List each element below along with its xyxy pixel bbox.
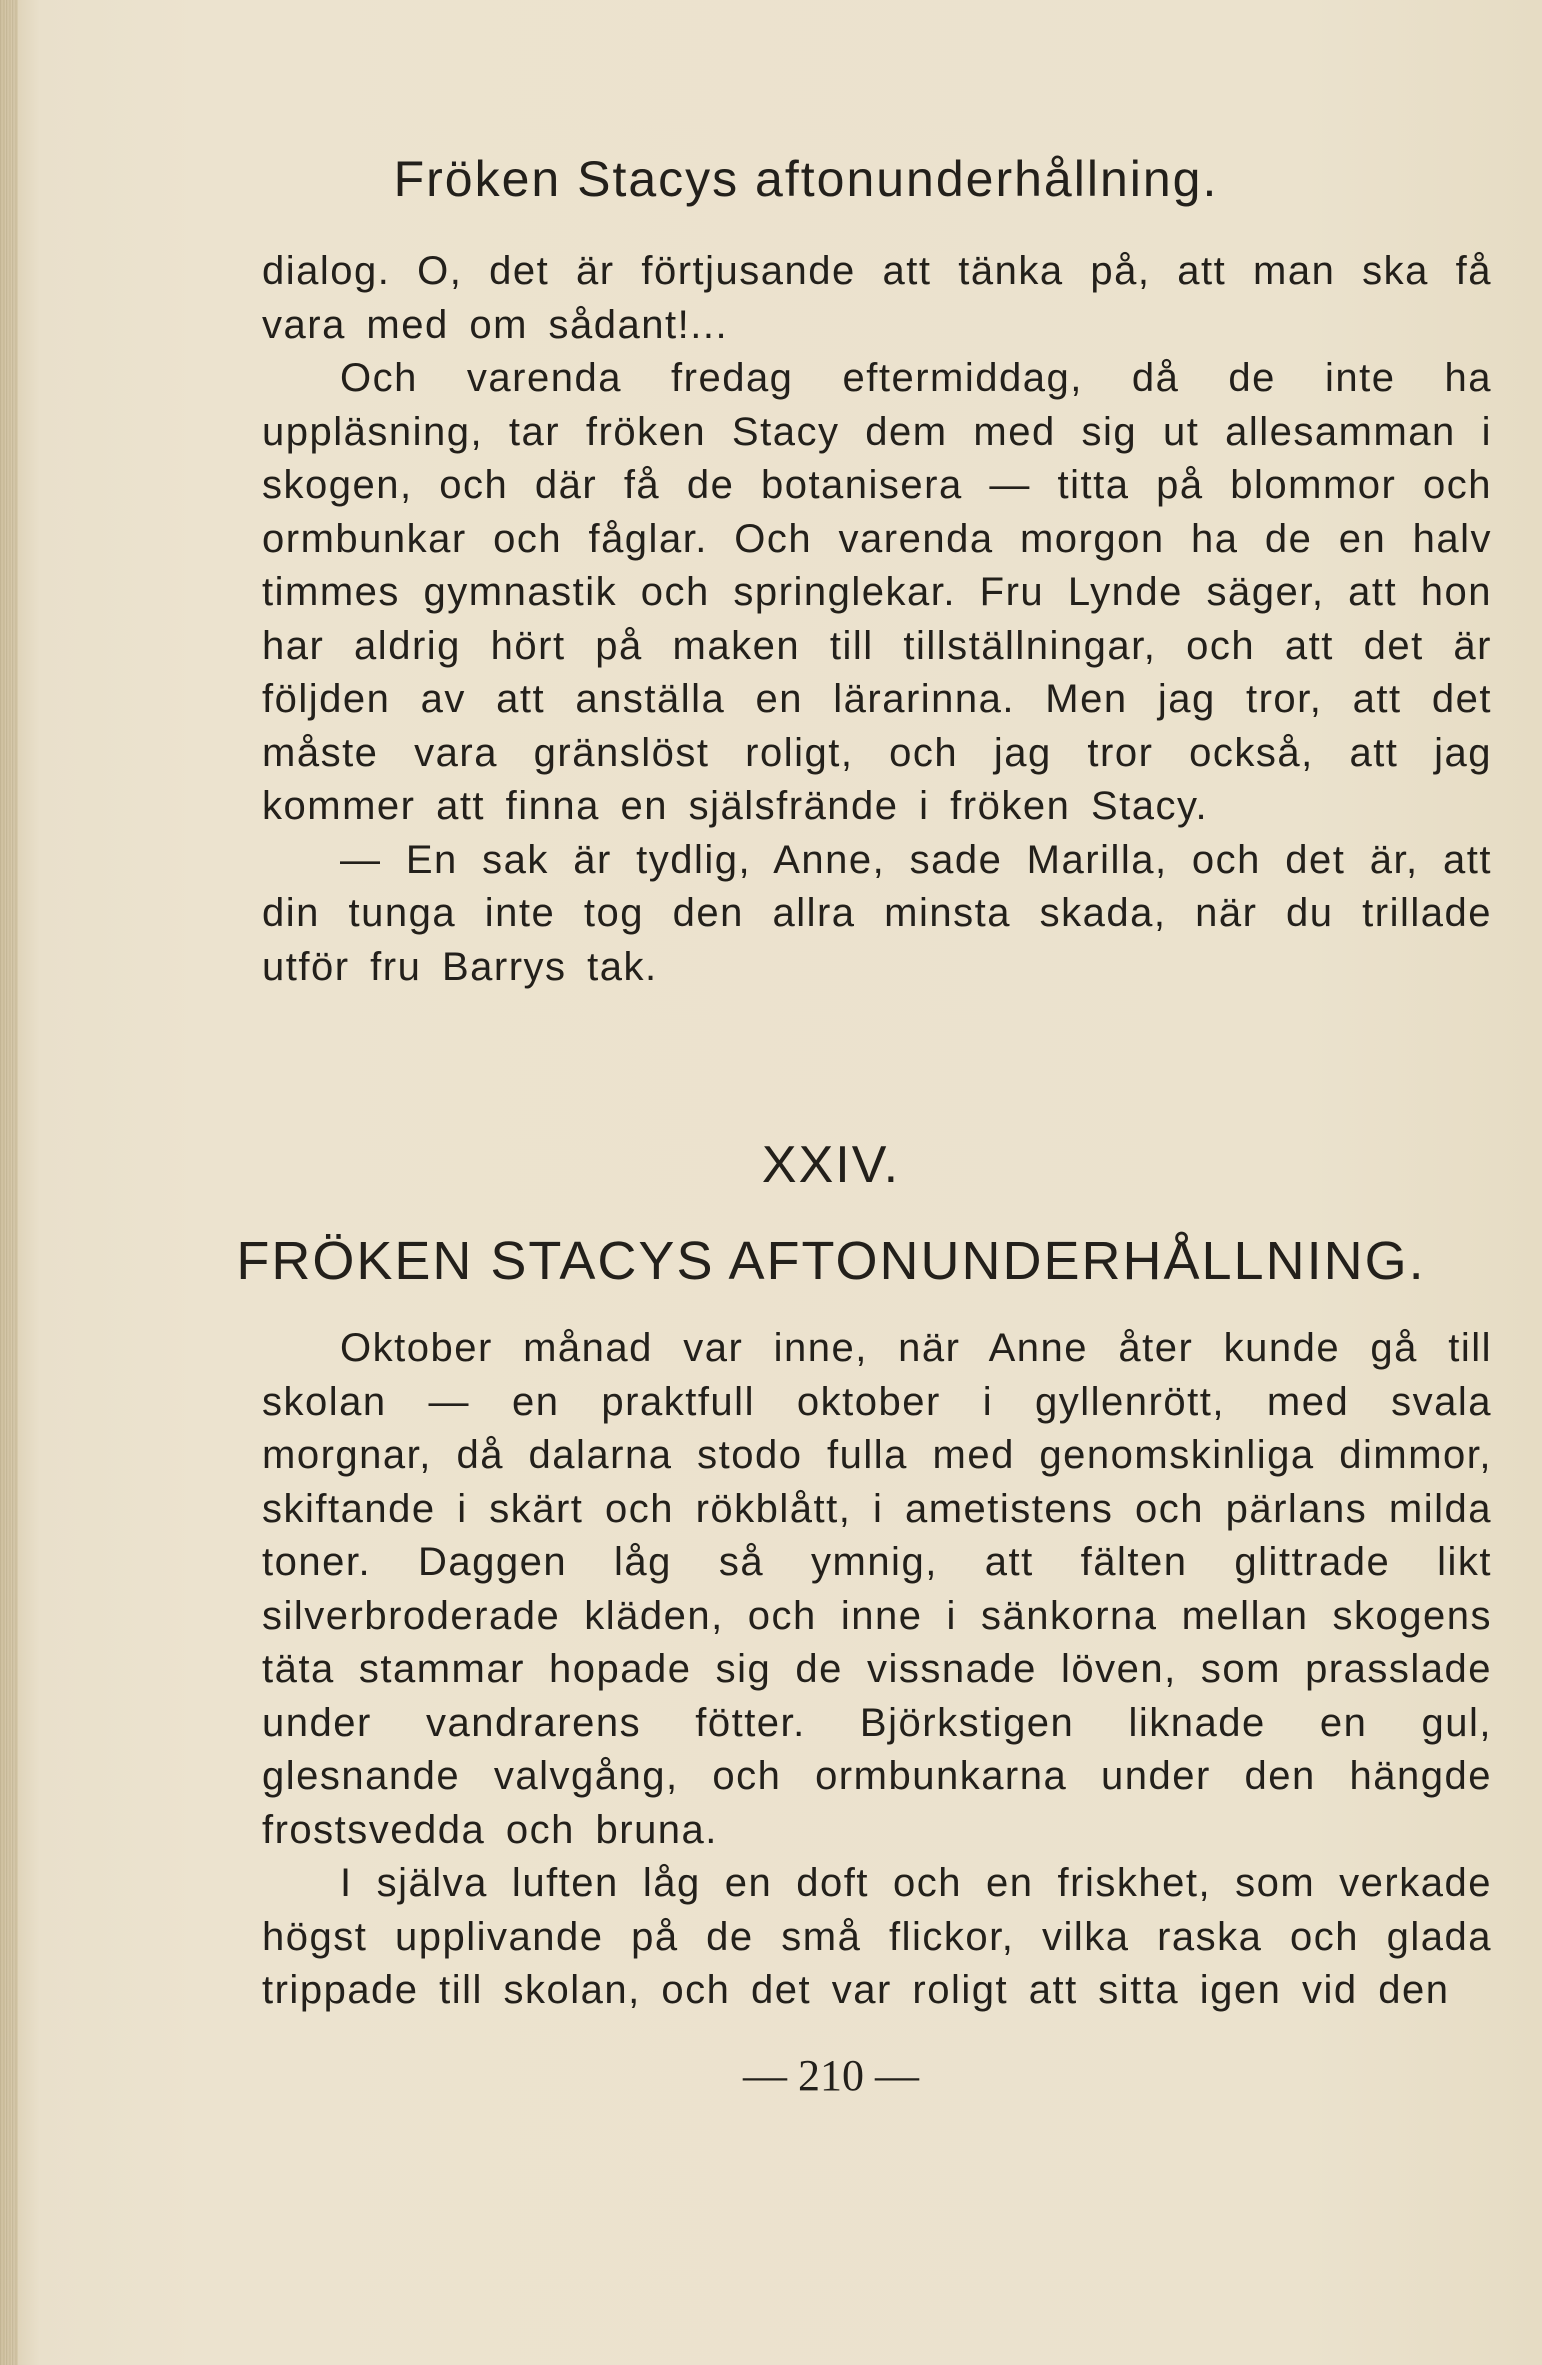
paragraph: Oktober månad var inne, när Anne åter kunde gå till skolan — en praktfull oktober i gyllenrött, med svala morgnar, då dalarna stodo fulla med genomskinliga dimmor, skiftande i skärt och rökblått, i ametistens och pärlans milda toner. Daggen låg så ymnig, att fälten glittrade likt silverbroderade kläden, och inne i sänkorna mellan skogens täta stammar hopade sig de vissnade löven, som prasslade under vandrarens fötter. Björkstigen liknade en gul, glesnande valvgång, och ormbunkarna under den hängde frostsvedda och bruna.	[262, 1326, 1492, 1852]
chapter-title: FRÖKEN STACYS AFTONUNDERHÅLLNING.	[236, 1231, 1426, 1291]
page-number: — 210 —	[743, 2051, 919, 2100]
paragraph: dialog. O, det är förtjusande att tänka på, att man ska få vara med om sådant!...	[262, 249, 1492, 347]
chapter-number: XXIV.	[761, 1136, 901, 1194]
top-text-block	[262, 245, 1492, 994]
paragraph: — En sak är tydlig, Anne, sade Marilla, och det är, att din tunga inte tog den allra minsta skada, när du trillade utför fru Barrys tak.	[262, 837, 1492, 989]
bottom-text-block	[262, 1322, 1492, 2018]
paragraph: I själva luften låg en doft och en friskhet, som verkade högst upplivande på de små flickor, vilka raska och glada trippade till skolan, och det var roligt att sitta igen vid den	[262, 1861, 1492, 2012]
paragraph: Och varenda fredag eftermiddag, då de inte ha uppläsning, tar fröken Stacy dem med sig ut allesamman i skogen, och där få de botanisera — titta på blommor och ormbunkar och fåglar. Och varenda morgon ha de en halv timmes gymnastik och springlekar. Fru Lynde säger, att hon har aldrig hört på maken till tillställningar, och att det är följden av att anställa en lärarinna. Men jag tror, att det måste vara gränslöst roligt, och jag tror också, att jag kommer att finna en själsfrände i fröken Stacy.	[262, 356, 1492, 828]
running-head: Fröken Stacys aftonunderhållning.	[393, 151, 1219, 207]
